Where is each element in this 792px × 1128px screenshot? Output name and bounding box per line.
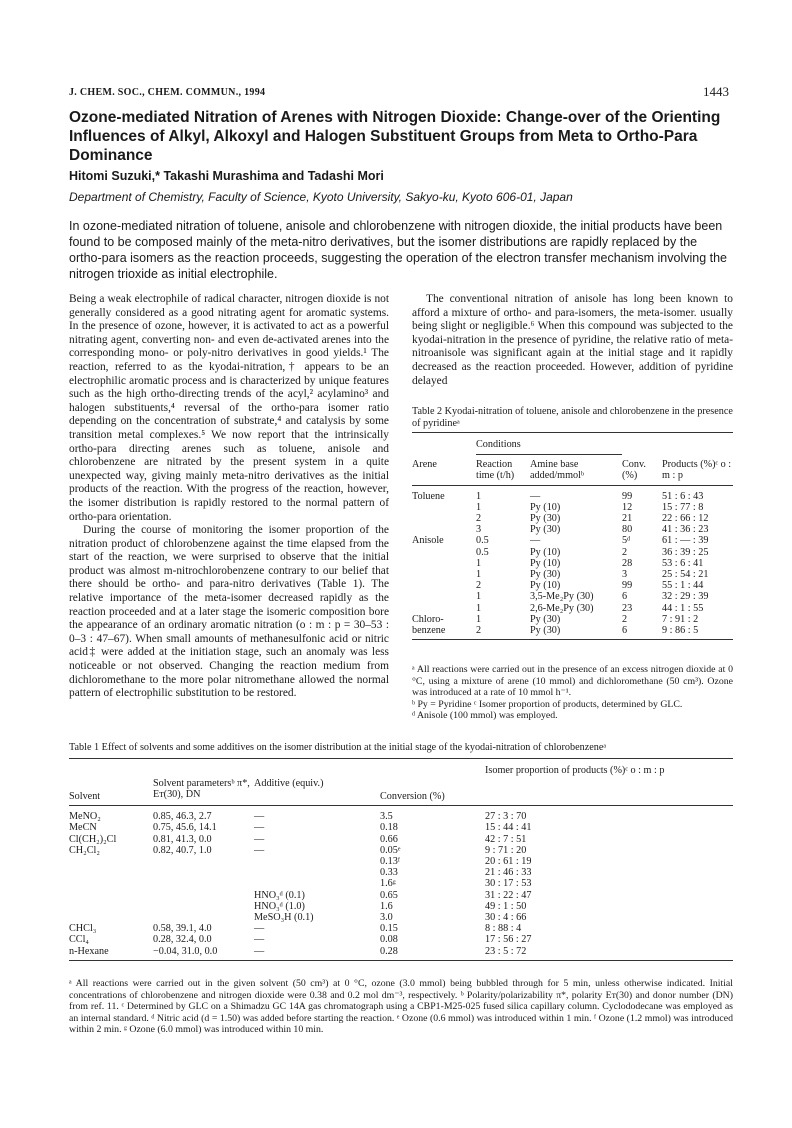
table1-caption: Table 1 Effect of solvents and some additives on the isomer distribution at the initial stage of the kyodai-nitration of chlorobenzeneᵃ bbox=[69, 742, 607, 753]
table1-cell: — bbox=[254, 923, 265, 935]
table1-cell: 1.6 bbox=[380, 900, 393, 912]
table2-cell: 2 bbox=[622, 546, 628, 558]
table2-cell: 55 : 1 : 44 bbox=[662, 580, 704, 592]
table1-cell: 0.81, 41.3, 0.0 bbox=[153, 833, 212, 845]
table2-cell: Py (30) bbox=[530, 625, 561, 637]
table2-cell: 1 bbox=[476, 602, 482, 614]
table2-cell bbox=[412, 569, 476, 580]
table2-note: ᵇ Py = Pyridine ᶜ Isomer proportion of products, determined by GLC. bbox=[412, 698, 683, 710]
table1-cell bbox=[69, 878, 153, 889]
table2-note: ᵃ All reactions were carried out in the presence of an excess nitrogen dioxide at 0 °C, using a mixture of arene (10 mmol) and dichloromethane (50 cm³). Ozone was introduced at a rate of 10 mmol h⁻¹. bbox=[412, 664, 733, 699]
table2-cell: 41 : 36 : 23 bbox=[662, 524, 709, 536]
table1-cell: 0.18 bbox=[380, 822, 398, 834]
table1-row bbox=[69, 806, 733, 823]
table2-cell bbox=[412, 558, 476, 569]
table1 bbox=[69, 758, 733, 961]
table1-cell: 30 : 4 : 66 bbox=[485, 912, 527, 924]
table2-row bbox=[412, 547, 733, 558]
table2-cell: Py (10) bbox=[530, 580, 561, 592]
table1-cell bbox=[153, 867, 254, 878]
table1-row bbox=[69, 878, 733, 889]
table2-cell bbox=[412, 524, 476, 535]
table1-cell: — bbox=[254, 844, 265, 856]
table2-cell: Py (10) bbox=[530, 546, 561, 558]
table2-cell: 1 bbox=[476, 501, 482, 513]
table1-cell bbox=[153, 901, 254, 912]
table2-header: Conv. (%) bbox=[622, 458, 646, 481]
table2-cell: Py (30) bbox=[530, 524, 561, 536]
table2-cell bbox=[412, 580, 476, 591]
table1-cell: Cl(CH₂)₂Cl bbox=[69, 833, 117, 845]
table1-cell: 27 : 3 : 70 bbox=[485, 811, 527, 823]
table1-cell: 15 : 44 : 41 bbox=[485, 822, 532, 834]
table1-cell: CCl₄ bbox=[69, 934, 89, 946]
table1-cell bbox=[69, 856, 153, 867]
table2-cell: 3 bbox=[476, 524, 482, 536]
abstract: In ozone-mediated nitration of toluene, anisole and chlorobenzene with nitrogen dioxide, the initial products have been found to be composed mainly of the meta-nitro derivatives, but the isomer distributions are rapidly replaced by the ortho-para isomers as the reaction proceeds, suggesting the operation of the electron transfer mechanism involving the nitrogen trioxide as initial electrophile. bbox=[69, 219, 728, 281]
table1-cell: 0.08 bbox=[380, 934, 398, 946]
table2-cell: 1 bbox=[476, 591, 482, 603]
table2-cell: 21 bbox=[622, 513, 633, 525]
table2-cell: 3 bbox=[622, 569, 628, 581]
table1-cell: 23 : 5 : 72 bbox=[485, 945, 527, 957]
table2-row bbox=[412, 513, 733, 524]
table1-cell: — bbox=[254, 811, 265, 823]
table1-row bbox=[69, 901, 733, 912]
table2-header: Products (%)ᶜ o : m : p bbox=[662, 458, 732, 481]
table1-row bbox=[69, 867, 733, 878]
table1-cell bbox=[69, 901, 153, 912]
table2 bbox=[412, 432, 733, 640]
table1-cell: 0.66 bbox=[380, 833, 398, 845]
table2-cell: 99 bbox=[622, 490, 633, 502]
table1-cell bbox=[153, 878, 254, 889]
table1-row bbox=[69, 834, 733, 845]
table1-cell bbox=[153, 890, 254, 901]
table2-row bbox=[412, 524, 733, 535]
table1-header: Solvent parametersᵇ π*, Eᴛ(30), DN bbox=[153, 778, 250, 801]
table2-cell bbox=[412, 603, 476, 614]
table1-cell: 31 : 22 : 47 bbox=[485, 889, 532, 901]
table1-cell: — bbox=[254, 945, 265, 957]
table1-cell bbox=[153, 856, 254, 867]
table1-cell: 0.05ᵉ bbox=[380, 844, 401, 856]
table2-cell: 2 bbox=[476, 625, 482, 637]
table2-cell: 2 bbox=[476, 580, 482, 592]
table1-row bbox=[69, 923, 733, 934]
article-title: Ozone-mediated Nitration of Arenes with Nitrogen Dioxide: Change-over of the Orienting Influences of Alkyl, Alkoxyl and Halogen Substituent Groups from Meta to Ortho-Para Dominance bbox=[69, 109, 721, 164]
table1-cell: 20 : 61 : 19 bbox=[485, 856, 532, 868]
body-left-column bbox=[69, 293, 389, 701]
table1-cell: — bbox=[254, 934, 265, 946]
table1-cell: 9 : 71 : 20 bbox=[485, 844, 527, 856]
table1-cell: MeNO₂ bbox=[69, 811, 101, 823]
table2-cell: — bbox=[530, 490, 541, 502]
table1-cell: 0.85, 46.3, 2.7 bbox=[153, 811, 212, 823]
table1-cell: 3.0 bbox=[380, 912, 393, 924]
table2-cell: 25 : 54 : 21 bbox=[662, 569, 709, 581]
table2-cell: 1 bbox=[476, 613, 482, 625]
authors: Hitomi Suzuki,* Takashi Murashima and Tadashi Mori bbox=[69, 169, 384, 183]
table2-row bbox=[412, 485, 733, 502]
table2-caption: Table 2 Kyodai-nitration of toluene, anisole and chlorobenzene in the presence of pyridineᵃ bbox=[412, 406, 733, 429]
table2-cell: 12 bbox=[622, 501, 633, 513]
table2-cell: Py (30) bbox=[530, 569, 561, 581]
table2-cell bbox=[412, 502, 476, 513]
table2-cell: 51 : 6 : 43 bbox=[662, 490, 704, 502]
table1-notes: ᵃ All reactions were carried out in the given solvent (50 cm³) at 0 °C, ozone (3.0 mmol) being bubbled through for 5 min, unless otherwise indicated. Initial concentrations of chlorobenzene and nitrogen dioxide were 0.38 and 0.2 mol dm⁻³, respectively. ᵇ Polarity/polarizability π*, polarity Eᴛ(30) and donor number (DN) from ref. 11. ᶜ Determined by GLC on a Shimadzu GC 14A gas chromatograph using a CBP1-M25-025 fused silica capillary column. Cyclododecane was employed as an internal standard. ᵈ Nitric acid (d = 1.50) was added before starting the reaction. ᵉ Ozone (0.6 mmol) was introduced within 1 min. ᶠ Ozone (1.2 mmol) was introduced within 2 min. ᵍ Ozone (6.0 mmol) was introduced within 10 min. bbox=[69, 978, 733, 1036]
table2-cell: 53 : 6 : 41 bbox=[662, 557, 704, 569]
table2-cell: 3,5-Me₂Py (30) bbox=[530, 591, 594, 603]
body-right-column bbox=[412, 293, 733, 388]
table2-cell: 6 bbox=[622, 591, 628, 603]
table2-cell: 32 : 29 : 39 bbox=[662, 591, 709, 603]
table1-cell: 1.6ᵍ bbox=[380, 878, 396, 890]
table2-row bbox=[412, 535, 733, 546]
table2-cell: benzene bbox=[412, 625, 446, 637]
table1-cell: MeCN bbox=[69, 822, 97, 834]
table2-row bbox=[412, 502, 733, 513]
table2-row bbox=[412, 558, 733, 569]
table2-cell: — bbox=[530, 535, 541, 547]
table1-row bbox=[69, 934, 733, 945]
table1-cell bbox=[254, 878, 380, 889]
table1-header: Conversion (%) bbox=[380, 791, 445, 802]
table2-cell: Anisole bbox=[412, 535, 444, 547]
table2-cell: 15 : 77 : 8 bbox=[662, 501, 704, 513]
page-number: 1443 bbox=[703, 84, 729, 99]
table1-cell: 3.5 bbox=[380, 811, 393, 823]
journal-header: J. CHEM. SOC., CHEM. COMMUN., 1994 bbox=[69, 87, 266, 98]
table2-cell: Py (30) bbox=[530, 513, 561, 525]
table2-cell: 1 bbox=[476, 569, 482, 581]
table1-cell bbox=[69, 867, 153, 878]
table1-cell: 49 : 1 : 50 bbox=[485, 900, 527, 912]
table2-cell: 1 bbox=[476, 490, 482, 502]
table1-row bbox=[69, 912, 733, 923]
table1-cell: 17 : 56 : 27 bbox=[485, 934, 532, 946]
table2-note: ᵈ Anisole (100 mmol) was employed. bbox=[412, 710, 558, 722]
table1-cell: 0.58, 39.1, 4.0 bbox=[153, 923, 212, 935]
table2-cell: 1 bbox=[476, 557, 482, 569]
affiliation: Department of Chemistry, Faculty of Science, Kyoto University, Sakyo-ku, Kyoto 606-01, Japan bbox=[69, 190, 573, 204]
table1-row bbox=[69, 845, 733, 856]
table2-row bbox=[412, 580, 733, 591]
table2-cell: 5ᵈ bbox=[622, 535, 631, 547]
table2-cell: Py (10) bbox=[530, 557, 561, 569]
body-paragraph: The conventional nitration of anisole has long been known to afford a mixture of ortho- and para-isomers, the meta-isomer. usually being slight or negligible.⁶ When this compound was subjected to the kyodai-nitration in the presence of pyridine, the relative ratio of meta-nitroanisole was significant again at the initial stage and it rapidly decreased as the reaction proceeded. However, addition of pyridine delayed bbox=[412, 293, 733, 387]
table2-row bbox=[412, 614, 733, 625]
table1-cell: — bbox=[254, 822, 265, 834]
table2-cell: 2 bbox=[476, 513, 482, 525]
table1-cell bbox=[69, 890, 153, 901]
table1-cell bbox=[153, 912, 254, 923]
table2-cell: 44 : 1 : 55 bbox=[662, 602, 704, 614]
table1-cell: CH₂Cl₂ bbox=[69, 844, 100, 856]
table2-cell: Toluene bbox=[412, 490, 445, 502]
table2-cell: 23 bbox=[622, 602, 633, 614]
table1-cell: HNO₃ᵈ (1.0) bbox=[254, 900, 305, 912]
table1-cell: n-Hexane bbox=[69, 945, 109, 957]
table1-cell: HNO₃ᵈ (0.1) bbox=[254, 889, 305, 901]
table1-row bbox=[69, 822, 733, 833]
table2-row bbox=[412, 591, 733, 602]
table2-cell: Py (10) bbox=[530, 501, 561, 513]
table2-cell: 22 : 66 : 12 bbox=[662, 513, 709, 525]
table2-header: Arene bbox=[412, 458, 437, 470]
table1-cell: MeSO₃H (0.1) bbox=[254, 912, 314, 924]
table1-cell: 30 : 17 : 53 bbox=[485, 878, 532, 890]
table2-cell: 9 : 86 : 5 bbox=[662, 625, 699, 637]
table1-cell bbox=[69, 912, 153, 923]
table2-cell: 99 bbox=[622, 580, 633, 592]
table1-cell: 0.33 bbox=[380, 867, 398, 879]
body-paragraph: During the course of monitoring the isomer proportion of the nitration product of chlorobenzene against the time elapsed from the start of the reaction, we were surprised to observe that the initial product was almost m-nitrochlorobenzene contrary to our belief that there should be ortho- and para-nitro derivatives (Table 1). The relative importance of the meta-isomer decreased rapidly as the reaction proceeded and at a later stage the isomeric composition bore the appearance of an ordinary aromatic nitration (o : m : p = 30–53 : 0–3 : 47–67). When small amounts of methanesulfonic acid or nitric acid‡ were added at the initiation stage, such an anomaly was less noticeable or not observed. Changing the reaction medium from dichloromethane to the more polar nitromethane allowed the normal pattern of electrophilic substitution to be restored. bbox=[69, 524, 389, 700]
body-paragraph: Being a weak electrophile of radical character, nitrogen dioxide is not generally considered as a good nitrating agent for aromatic systems. In the presence of ozone, however, it is activated to act as a powerful nitrating agent, converting non- and even de-activated arenes into the corresponding mono- or poly-nitro derivatives in good yields.¹ The reaction, referred to as the kyodai-nitration,† appears to be an electrophilic aromatic process and is characterized by unique features such as the high ortho-directing trends of the acyl,² acylamino³ and halogen substituents,⁴ reversal of the ortho-para isomer ratio depending on the concentration of substrate,⁴ and catalysis by some transition metal complexes.⁵ We now report that the intrinsically ortho-para directing arenes such as toluene, anisole and chlorobenzene are nitrated by the present system in a quite unexpected way, giving mainly meta-nitro derivatives as the initial products of the reaction. With the progress of the reaction, however, the isomer distribution is rapidly restored to the normal pattern of ortho-para orientation. bbox=[69, 293, 389, 523]
table2-header: Reaction time (t/h) bbox=[476, 459, 515, 482]
table1-cell: CHCl₃ bbox=[69, 923, 97, 935]
table1-header: Isomer proportion of products (%)ᶜ o : m : p bbox=[485, 765, 665, 776]
table2-notes bbox=[412, 664, 733, 722]
table2-cell: 0.5 bbox=[476, 546, 489, 558]
table1-cell: 0.65 bbox=[380, 889, 398, 901]
table2-cell: 6 bbox=[622, 625, 628, 637]
table1-cell: — bbox=[254, 833, 265, 845]
table1-cell: −0.04, 31.0, 0.0 bbox=[153, 945, 218, 957]
table2-cell: Py (30) bbox=[530, 613, 561, 625]
table2-cell: 2 bbox=[622, 613, 628, 625]
table1-cell: 21 : 46 : 33 bbox=[485, 867, 532, 879]
table2-header: Amine base added/mmolᵇ bbox=[530, 459, 585, 482]
table1-row bbox=[69, 856, 733, 867]
table2-row bbox=[412, 569, 733, 580]
table1-cell: 0.75, 45.6, 14.1 bbox=[153, 822, 217, 834]
table1-header: Additive (equiv.) bbox=[254, 778, 324, 789]
table1-cell: 0.15 bbox=[380, 923, 398, 935]
table2-cell bbox=[412, 547, 476, 558]
table2-cell: Chloro- bbox=[412, 613, 444, 625]
table2-cell bbox=[412, 591, 476, 602]
table1-cell: 42 : 7 : 51 bbox=[485, 833, 527, 845]
table1-cell: 0.82, 40.7, 1.0 bbox=[153, 844, 212, 856]
table2-row bbox=[412, 625, 733, 640]
table1-row bbox=[69, 946, 733, 961]
table2-row bbox=[412, 603, 733, 614]
table1-cell: 8 : 88 : 4 bbox=[485, 923, 522, 935]
table2-cell: 0.5 bbox=[476, 535, 489, 547]
table2-cell: 80 bbox=[622, 524, 633, 536]
table1-cell: 0.28, 32.4, 0.0 bbox=[153, 934, 212, 946]
table2-cell: 61 : — : 39 bbox=[662, 535, 709, 547]
table2-cell: 7 : 91 : 2 bbox=[662, 613, 699, 625]
table1-cell bbox=[254, 856, 380, 867]
table1-cell bbox=[254, 867, 380, 878]
table1-cell: 0.13ᶠ bbox=[380, 856, 400, 868]
table2-group-header: Conditions bbox=[476, 433, 622, 455]
table2-cell: 28 bbox=[622, 557, 633, 569]
table2-cell bbox=[412, 513, 476, 524]
table1-row bbox=[69, 890, 733, 901]
table1-cell: 0.28 bbox=[380, 945, 398, 957]
table1-header: Solvent bbox=[69, 791, 101, 802]
table2-cell: 36 : 39 : 25 bbox=[662, 546, 709, 558]
table2-cell: 2,6-Me₂Py (30) bbox=[530, 602, 594, 614]
